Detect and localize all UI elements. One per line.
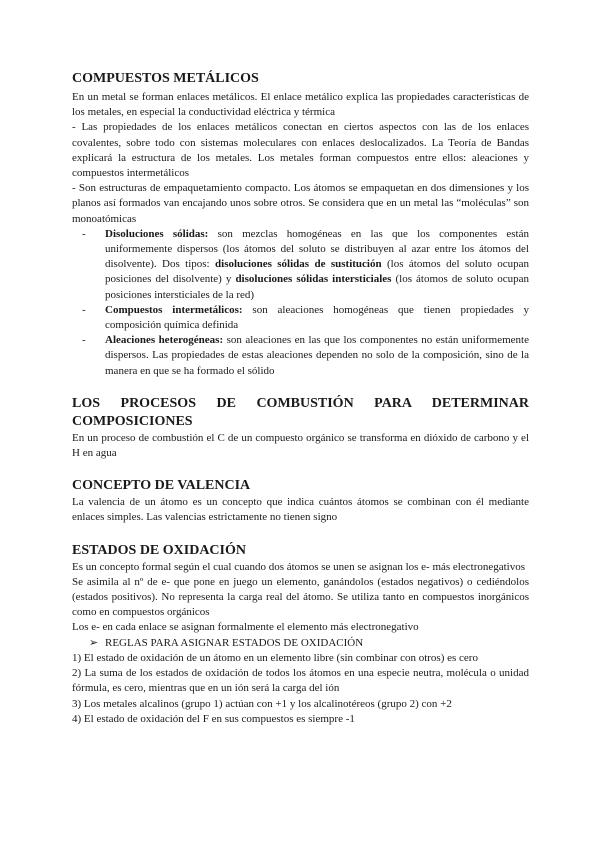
section-title: CONCEPTO DE VALENCIA xyxy=(72,478,251,494)
definition: son aleaciones en las que los componentes no están uniformemente dispersos. Las propiedades de estas aleaciones dependen no solo de la composición, sino de la manera en que se ha formado el sólido xyxy=(105,334,529,377)
paragraph: En un metal se forman enlaces metálicos. El enlace metálico explica las propiedades características de los metales, en especial la conductividad eléctrica y térmica xyxy=(72,91,529,119)
paragraph: Se asimila al nº de e- que pone en juego un elemento, ganándolos (estados negativos) o cediéndolos (estados positivos). No representa la carga real del átomo. Se utiliza tanto en compuestos inorgánicos como en compuestos orgánicos xyxy=(72,575,529,619)
rule-item: 3) Los metales alcalinos (grupo 1) actúan con +1 y los alcalinotéreos (grupo 2) con +2 xyxy=(72,697,452,710)
term: Aleaciones heterogéneas: xyxy=(105,334,224,347)
section-title: LOS PROCESOS DE COMBUSTIÓN PARA DETERMINAR xyxy=(72,395,529,411)
alloy-types-list xyxy=(72,227,529,379)
rule-item: 4) El estado de oxidación del F en sus compuestos es siempre -1 xyxy=(72,712,355,725)
term: Compuestos intermetálicos: xyxy=(105,303,243,316)
section-combustion xyxy=(72,395,529,461)
term: disoluciones sólidas intersticiales xyxy=(235,273,392,286)
list-item xyxy=(105,227,529,303)
paragraph: - Las propiedades de los enlaces metálicos conectan en ciertos aspectos con las de los enlaces covalentes, sobre todo con sistemas moleculares con enlaces deslocalizados. La Teoría de Bandas explicará la estructura de los metales. Los metales forman compuestos entre ellos: aleaciones y compuestos intermetálicos xyxy=(72,121,529,180)
list-item xyxy=(105,333,529,379)
term: disoluciones sólidas de sustitución xyxy=(215,258,382,271)
rules-heading xyxy=(72,636,529,651)
section-title: COMPUESTOS METÁLICOS xyxy=(72,71,259,86)
term: Disoluciones sólidas: xyxy=(105,227,209,240)
list-item xyxy=(105,303,529,333)
section-title: ESTADOS DE OXIDACIÓN xyxy=(72,542,246,558)
rules-title: REGLAS PARA ASIGNAR ESTADOS DE OXIDACIÓN xyxy=(105,636,364,649)
rule-item: 2) La suma de los estados de oxidación de todos los átomos en una especie neutra, molécula o unidad fórmula, es cero, mientras que en un ión será la carga del ión xyxy=(72,667,529,695)
paragraph: Es un concepto formal según el cual cuando dos átomos se unen se asignan los e- más electronegativos xyxy=(72,560,526,573)
paragraph: Los e- en cada enlace se asignan formalmente el elemento más electronegativo xyxy=(72,621,419,634)
definition: son aleaciones homogéneas que tienen propiedades y composición química definida xyxy=(105,303,529,332)
paragraph: La valencia de un átomo es un concepto que indica cuántos átomos se combinan con él mediante enlaces simples. Las valencias estrictamente no tienen signo xyxy=(72,496,529,524)
definition: (los átomos de soluto ocupan posiciones intersticiales de la red) xyxy=(105,273,529,301)
rule-item: 1) El estado de oxidación de un átomo en un elemento libre (sin combinar con otros) es cero xyxy=(72,651,478,664)
section-compuestos-metalicos xyxy=(72,70,529,379)
definition: son mezclas homogéneas en las que los componentes están uniformemente dispersos (los átomos del soluto se distribuyen al azar entre los átomos del disolvente). Dos tipos: xyxy=(105,227,529,271)
definition: (los átomos del soluto ocupan posiciones del disolvente) y xyxy=(105,258,529,286)
paragraph: En un proceso de combustión el C de un compuesto orgánico se transforma en dióxido de carbono y el H en agua xyxy=(72,431,529,460)
section-title-continued: COMPOSICIONES xyxy=(72,413,193,429)
arrow-bullet-icon: ➢ xyxy=(89,636,99,649)
document-page xyxy=(72,70,529,743)
paragraph: - Son estructuras de empaquetamiento compacto. Los átomos se empaquetan en dos dimensiones y los planos así formados van encajando unos sobre otros. Se considera que en un metal las “moléculas” son monoatómicas xyxy=(72,182,529,225)
section-estados-oxidacion xyxy=(72,542,529,727)
section-valencia xyxy=(72,477,529,525)
